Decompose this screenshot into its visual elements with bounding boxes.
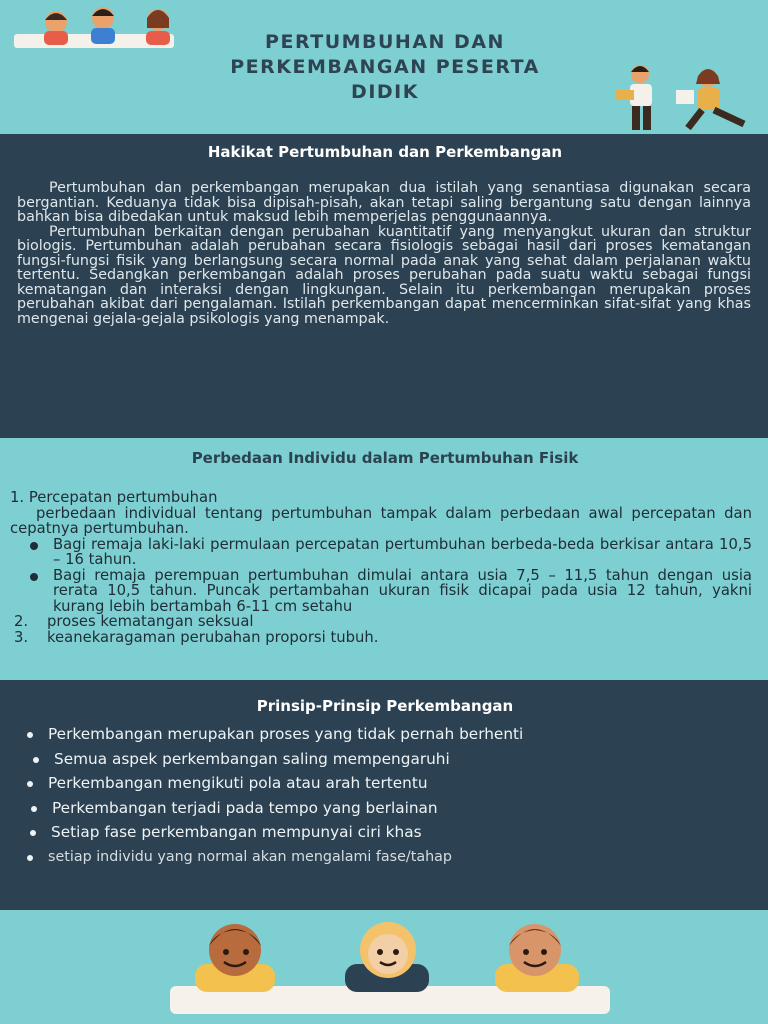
list-item: Semua aspek perkembangan saling mempengaruhi: [0, 747, 768, 772]
section-heading: Hakikat Pertumbuhan dan Perkembangan: [207, 143, 563, 161]
section-prinsip: [0, 680, 768, 910]
section-heading: Prinsip-Prinsip Perkembangan: [256, 697, 514, 715]
list-item: Perkembangan terjadi pada tempo yang berlainan: [0, 796, 768, 821]
list-item: 3. keanekaragaman perubahan proporsi tubuh.: [14, 628, 379, 646]
bullet-icon: [27, 732, 33, 738]
bullet-icon: [27, 781, 33, 787]
list-item-label: 1. Percepatan pertumbuhan: [10, 489, 218, 506]
section-perbedaan-individu: [0, 440, 768, 680]
bullet-icon: [31, 806, 37, 812]
bullet-icon: [30, 830, 36, 836]
section-hakikat: [0, 134, 768, 438]
list-item-text: perbedaan individual tentang pertumbuhan tampak dalam perbedaan awal percepatan dan cepatnya pertumbuhan.: [10, 504, 752, 537]
bullet-icon: [27, 855, 33, 861]
bullet-icon: [30, 573, 38, 581]
list-item: Perkembangan mengikuti pola atau arah tertentu: [0, 771, 768, 796]
section-heading: Perbedaan Individu dalam Pertumbuhan Fisik: [191, 449, 579, 467]
list-item: Setiap fase perkembangan mempunyai ciri khas: [0, 820, 768, 845]
list-item: setiap individu yang normal akan mengalami fase/tahap: [0, 845, 768, 870]
bullet-icon: [33, 757, 39, 763]
list-item: Perkembangan merupakan proses yang tidak pernah berhenti: [0, 722, 768, 747]
section-body: [17, 181, 751, 326]
bullet-list: [10, 537, 752, 615]
page-title: PERTUMBUHAN DAN PERKEMBANGAN PESERTA DIDIK: [230, 31, 540, 103]
header: [0, 0, 768, 134]
list-item: 2. proses kematangan seksual: [14, 613, 254, 630]
list-item: Bagi remaja laki-laki permulaan percepatan pertumbuhan berbeda-beda berkisar antara 10,5 – 16 tahun.: [10, 537, 752, 568]
children-studying-illustration: [8, 4, 183, 52]
paragraph: Pertumbuhan dan perkembangan merupakan dua istilah yang senantiasa digunakan secara bergantian. Keduanya tidak bisa dipisah-pisah, akan tetapi saling bergantung satu dengan lainnya bahkan bisa dibedakan untuk maksud lebih memperjelas penggunaannya.: [17, 180, 751, 225]
principles-list: [0, 722, 768, 869]
paragraph: Pertumbuhan berkaitan dengan perubahan kuantitatif yang menyangkut ukuran dan struktur biologis. Pertumbuhan adalah perubahan secara fisiologis sebagai hasil dari proses kematangan fungsi-fungsi fisik yang berlangsung secara normal pada anak yang sehat dalam perjalanan waktu tertentu. Sedangkan perkembangan adalah proses perubahan pada suatu waktu sebagai fungsi kematangan dan interaksi dengan lingkungan. Selain itu perkembangan merupakan proses perubahan akibat dari pengalaman. Istilah perkembangan dapat mencerminkan sifat-sifat yang khas mengenai gejala-gejala psikologis yang menampak.: [17, 223, 751, 327]
smiling-children-illustration: [160, 916, 620, 1016]
numbered-list: [10, 614, 752, 645]
bullet-icon: [30, 542, 38, 550]
children-with-books-illustration: [610, 64, 760, 134]
section-body: [10, 490, 752, 645]
footer: [0, 910, 768, 1024]
list-item: Bagi remaja perempuan pertumbuhan dimulai antara usia 7,5 – 11,5 tahun dengan usia rerata 10,5 tahun. Puncak pertambahan ukuran fisik dicapai pada usia 12 tahun, yakni kurang lebih bertambah 6-11 cm setahu: [10, 568, 752, 615]
